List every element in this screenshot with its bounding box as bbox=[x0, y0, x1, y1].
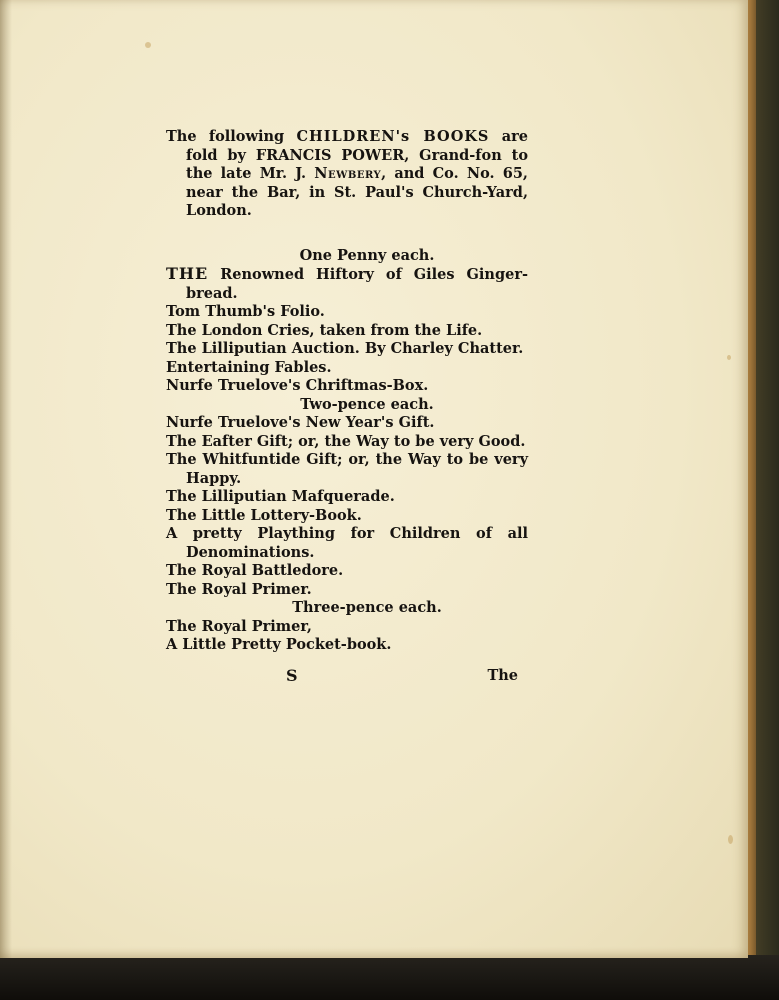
book-entry: The London Cries, taken from the Life. bbox=[166, 321, 483, 339]
foxing-spot bbox=[727, 355, 731, 360]
book-entry: A Little Pretty Pocket-book. bbox=[166, 636, 392, 653]
price-heading-twopence: Two-pence each. bbox=[300, 395, 434, 413]
gutter-shadow bbox=[0, 0, 12, 958]
book-entry: Entertaining Fables. bbox=[166, 358, 332, 376]
signature-mark: S bbox=[286, 665, 298, 685]
first-word: THE bbox=[166, 264, 209, 283]
book-entry: The Eafter Gift; or, the Way to be very Good. bbox=[166, 432, 526, 450]
book-entry: Nurfe Truelove's Chriftmas-Box. bbox=[166, 377, 429, 394]
book-entry: The Royal Primer, bbox=[166, 617, 312, 635]
foxing-spot bbox=[145, 42, 151, 48]
book-entry: The Little Lottery-Book. bbox=[166, 506, 362, 524]
book-entry: The Royal Primer. bbox=[166, 580, 312, 598]
book-entry: The Whitfuntide Gift; or, the Way to be very Happy. bbox=[166, 451, 528, 487]
scan-background bbox=[0, 955, 779, 1000]
book-title: Renowned Hiftory of Giles Ginger-bread. bbox=[186, 266, 528, 302]
page-footer bbox=[166, 667, 528, 687]
price-heading-threepence: Three-pence each. bbox=[292, 599, 442, 616]
heading-newbery: Newbery bbox=[314, 165, 382, 182]
book-entry: A pretty Plaything for Children of all Denominations. bbox=[166, 525, 528, 561]
advertisement-heading bbox=[166, 128, 528, 221]
book-entry bbox=[166, 265, 528, 303]
heading-publisher: are fold by FRANCIS POWER, Grand-fon to the late Mr. J. bbox=[186, 128, 528, 182]
heading-prefix: The following bbox=[166, 128, 297, 145]
book-entry: The Lilliputian Auction. By Charley Chatter. bbox=[166, 340, 524, 357]
advertisement-text bbox=[166, 128, 528, 687]
book-entry: Tom Thumb's Folio. bbox=[166, 303, 325, 320]
heading-caps: CHILDREN's BOOKS bbox=[296, 128, 490, 145]
book-entry: Nurfe Truelove's New Year's Gift. bbox=[166, 414, 435, 431]
price-heading-penny: One Penny each. bbox=[299, 246, 435, 264]
book-entry: The Lilliputian Mafquerade. bbox=[166, 488, 395, 505]
foxing-spot bbox=[728, 835, 733, 844]
catchword: The bbox=[487, 666, 518, 684]
heading-address: , and Co. No. 65, near the Bar, in St. Paul's Church-Yard, London. bbox=[186, 165, 528, 219]
book-entry: The Royal Battledore. bbox=[166, 562, 344, 579]
